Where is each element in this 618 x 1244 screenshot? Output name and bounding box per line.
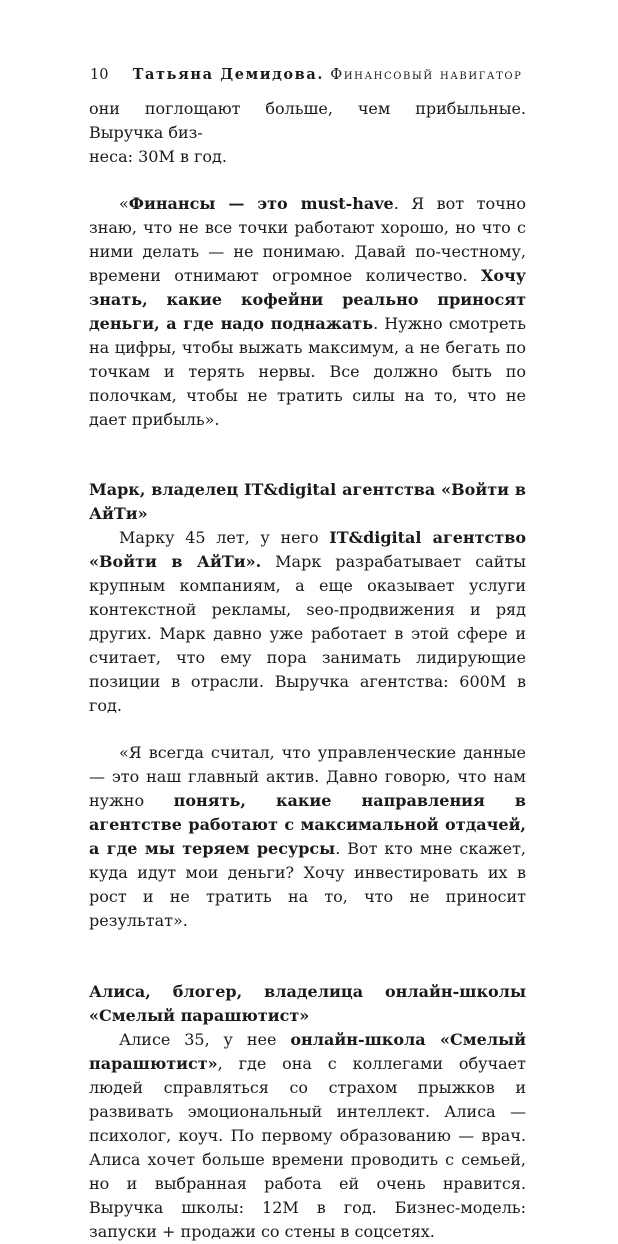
quote1-text-2: . Я вот точно знаю, что не все точки работают хорошо, но что с ними делать — не понимаю. Давай по-честному, времени отнимают огромное количество. — [89, 194, 526, 285]
alisa-text-1: Алисе 35, у нее — [119, 1030, 291, 1049]
page-number: 10 — [90, 67, 109, 83]
alisa-text-2: , где она с коллегами обучает людей справляться со страхом прыжков и развивать эмоциональный интеллект. Алиса — психолог, коуч. По первому образованию — врач. Алиса хочет больше времени проводить с семьей, но и выбранная работа ей очень нравится. Выручка школы: 12М в год. Бизнес-модель: запуски + продажи со стены в соцсетях. — [89, 1054, 526, 1241]
quote1-text-3: . Нужно смотреть на цифры, чтобы выжать максимум, а не бегать по точкам и терять нервы. Все должно быть по полочкам, чтобы не тратить силы на то, что не дает прибыль». — [89, 314, 526, 429]
intro-paragraph — [89, 97, 526, 169]
quote1-bold-1: Финансы — это must-have — [128, 194, 394, 213]
alisa-description — [89, 1028, 526, 1244]
mark-text-1: Марку 45 лет, у него — [119, 528, 330, 547]
mark-agency-name: IT&digital агентство «Войти в АйТи». — [89, 528, 526, 571]
mark-description — [89, 526, 526, 718]
mark-section-heading: Марк, владелец IT&digital агентства «Войти в АйТи» — [89, 480, 526, 523]
quote2-text-1: «Я всегда считал, что управленческие данные — это наш главный актив. Давно говорю, что нам нужно — [89, 743, 526, 810]
header-book-title: Финансовый навигатор — [330, 67, 523, 83]
running-header — [90, 66, 560, 83]
intro-line-2: неса: 30М в год. — [89, 147, 227, 166]
mark-quote — [89, 741, 526, 933]
header-author: Татьяна Демидова. — [132, 66, 324, 83]
quote2-text-2: . Вот кто мне скажет, куда идут мои деньги? Хочу инвестировать их в рост и не тратить на то, что не приносит результат». — [89, 839, 526, 930]
quote2-bold: понять, какие направления в агентстве работают с максимальной отдачей, а где мы теряем ресурсы — [89, 791, 526, 858]
mark-text-2: Марк разрабатывает сайты крупным компаниям, а еще оказывает услуги контекстной рекламы, seo-продвижения и ряд других. Марк давно уже работает в этой сфере и считает, что ему пора занимать лидирующие позиции в отрасли. Выручка агентства: 600М в год. — [89, 552, 526, 715]
coffee-owner-quote — [89, 192, 526, 432]
quote1-open: « — [119, 194, 129, 213]
alisa-school-name: онлайн-школа «Смелый парашютист» — [89, 1030, 527, 1073]
alisa-section-heading: Алиса, блогер, владелица онлайн-школы «Смелый парашютист» — [89, 982, 526, 1025]
intro-line-1: они поглощают больше, чем прибыльные. Выручка биз- — [89, 99, 526, 142]
page-body — [89, 97, 526, 1244]
quote1-bold-2: Хочу знать, какие кофейни реально приносят деньги, а где надо поднажать — [89, 266, 526, 333]
